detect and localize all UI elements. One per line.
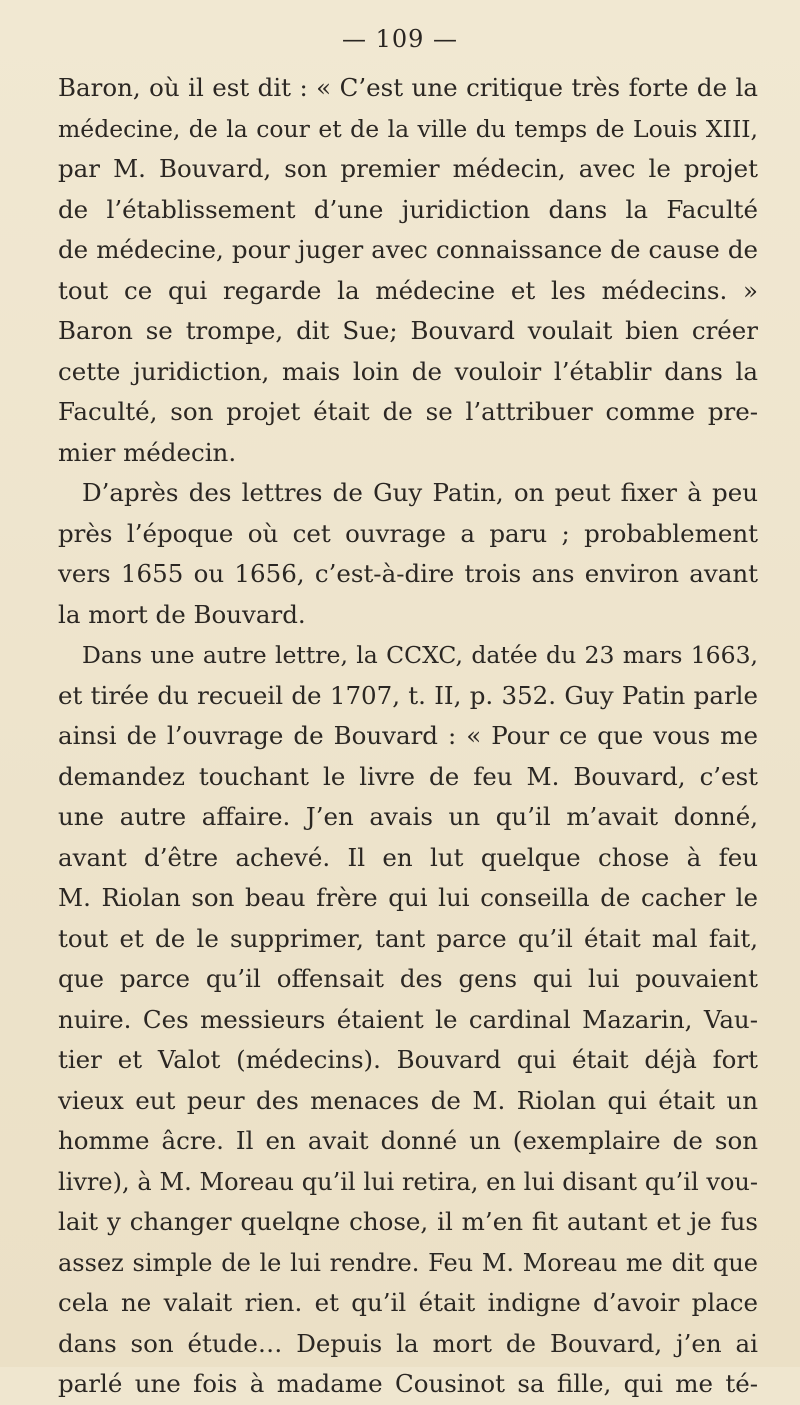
text-line: vers 1655 ou 1656, c’est-à-dire trois ans environ avant xyxy=(58,559,758,588)
text-line: cette juridiction, mais loin de vouloir l’établir dans la xyxy=(58,356,758,386)
text-line: par M. Bouvard, son premier médecin, avec le projet xyxy=(58,154,758,183)
text-line: tout et de le supprimer, tant parce qu’il était mal fait, xyxy=(58,923,758,953)
text-line: demandez touchant le livre de feu M. Bouvard, c’est xyxy=(58,761,758,791)
text-line: et tirée du recueil de 1707, t. II, p. 352. Guy Patin parle xyxy=(58,680,758,710)
text-line: tout ce qui regarde la médecine et les médecins. » xyxy=(58,275,758,305)
text-line: M. Riolan son beau frère qui lui conseilla de cacher le xyxy=(58,883,758,912)
text-line: parlé une fois à madame Cousinot sa fille, qui me té- xyxy=(58,1369,758,1398)
text-line: médecine, de la cour et de la ville du temps de Louis XIII, xyxy=(58,114,758,143)
text-line: dans son étude… Depuis la mort de Bouvard, j’en ai xyxy=(58,1328,758,1358)
body-text xyxy=(58,68,758,1405)
text-line: avant d’être achevé. Il en lut quelque chose à feu xyxy=(58,842,758,872)
text-line: que parce qu’il offensait des gens qui lui pouvaient xyxy=(58,964,758,993)
text-line: une autre affaire. J’en avais un qu’il m’avait donné, xyxy=(58,802,758,831)
text-line: homme âcre. Il en avait donné un (exemplaire de son xyxy=(58,1126,758,1155)
text-line: D’après des lettres de Guy Patin, on peut fixer à peu xyxy=(82,478,758,507)
text-line: tier et Valot (médecins). Bouvard qui était déjà fort xyxy=(58,1045,758,1074)
text-line: Baron, où il est dit : « C’est une critique très forte de la xyxy=(58,73,758,102)
text-line: Dans une autre lettre, la CCXC, datée du 23 mars 1663, xyxy=(82,641,758,669)
text-line: mier médecin. xyxy=(58,437,237,467)
text-line: près l’époque où cet ouvrage a paru ; probablement xyxy=(58,518,758,548)
text-line: nuire. Ces messieurs étaient le cardinal Mazarin, Vau- xyxy=(58,1004,758,1034)
text-line: Faculté, son projet était de se l’attribuer comme pre- xyxy=(58,397,758,426)
text-line: Baron se trompe, dit Sue; Bouvard voulait bien créer xyxy=(58,316,758,345)
text-line: de médecine, pour juger avec connaissance de cause de xyxy=(58,235,758,264)
text-line: de l’établissement d’une juridiction dans la Faculté xyxy=(58,194,758,224)
text-line: cela ne valait rien. et qu’il était indigne d’avoir place xyxy=(58,1288,758,1317)
page-number: — 109 — xyxy=(341,25,459,53)
text-line: lait y changer quelqne chose, il m’en fit autant et je fus xyxy=(58,1207,758,1236)
text-line: assez simple de le lui rendre. Feu M. Moreau me dit que xyxy=(58,1248,758,1277)
text-line: vieux eut peur des menaces de M. Riolan qui était un xyxy=(58,1085,758,1115)
text-line: la mort de Bouvard. xyxy=(58,599,306,629)
text-line: ainsi de l’ouvrage de Bouvard : « Pour ce que vous me xyxy=(58,721,758,750)
text-line: livre), à M. Moreau qu’il lui retira, en lui disant qu’il vou- xyxy=(58,1167,758,1196)
